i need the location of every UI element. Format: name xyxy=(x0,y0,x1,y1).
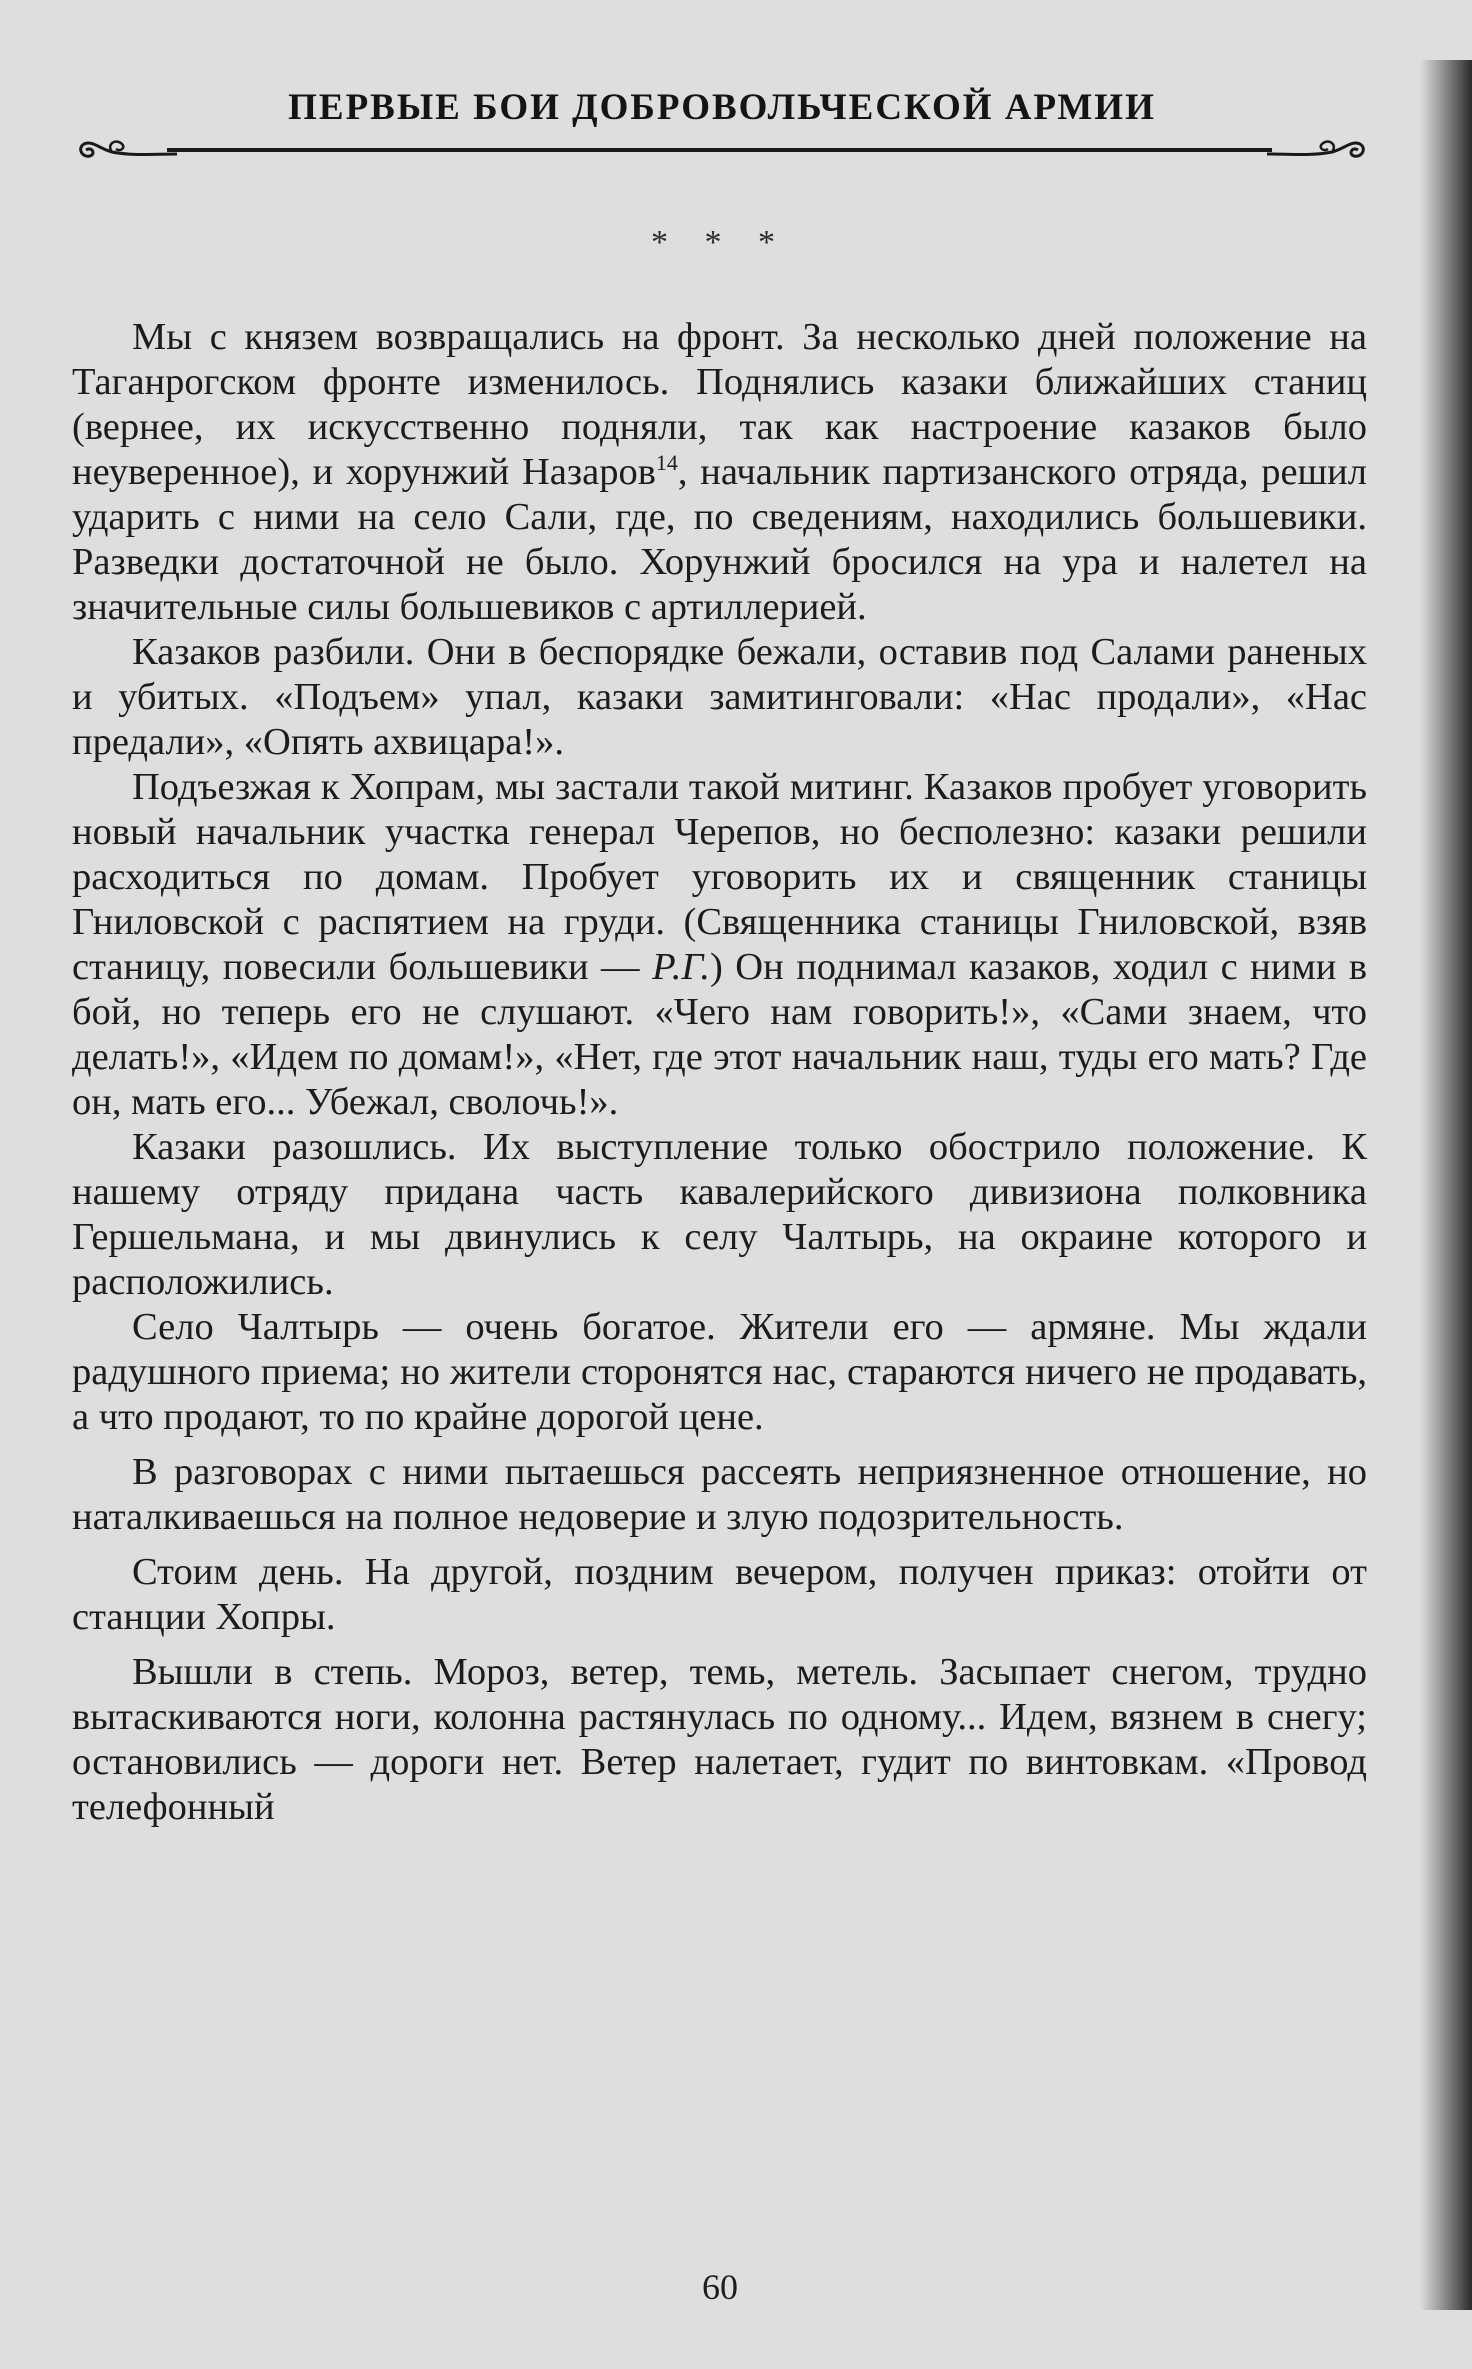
paragraph xyxy=(72,765,1367,1125)
author-initials: Р.Г. xyxy=(652,946,710,988)
paragraph: Казаков разбили. Они в беспорядке бежали, оставив под Салами раненых и убитых. «Подъем» упал, казаки замитинговали: «Нас продали», «Нас предали», «Опять ахвицара!». xyxy=(72,631,1367,763)
body-text xyxy=(72,315,1367,1830)
paragraph xyxy=(72,315,1367,630)
header-title: ПЕРВЫЕ БОИ ДОБРОВОЛЬЧЕСКОЙ АРМИИ xyxy=(288,87,1156,128)
paragraph: Казаки разошлись. Их выступление только обострило положение. К нашему отряду придана часть кавалерийского дивизиона полковника Гершельмана, и мы двинулись к селу Чалтырь, на окраине которого и расположились. xyxy=(72,1126,1367,1303)
paragraph-text: Подъезжая к Хопрам, мы застали такой митинг. Казаков пробует уговорить новый начальник участка генерал Черепов, но бесполезно: казаки решили расходиться по домам. Пробует уговорить их и священник станицы Гниловской с распятием на груди. (Священника станицы Гниловской, взяв станицу, повесили большевики — xyxy=(72,766,1367,988)
paragraph-text: , начальник партизанского отряда, решил ударить с ними на село Сали, где, по сведениям, находились большевики. Разведки достаточной не было. Хорунжий бросился на ура и налетел на значительные силы большевиков с артиллерией. xyxy=(72,451,1367,628)
paragraph: Стоим день. На другой, поздним вечером, получен приказ: отойти от станции Хопры. xyxy=(72,1551,1367,1638)
paragraph: В разговорах с ними пытаешься рассеять неприязненное отношение, но наталкиваешься на полное недоверие и злую подозрительность. xyxy=(72,1451,1367,1538)
running-header xyxy=(72,78,1372,168)
flourish-ornament-icon xyxy=(1262,130,1372,170)
footnote-reference: 14 xyxy=(655,450,678,476)
page-number: 60 xyxy=(702,2267,738,2307)
paragraph: Вышли в степь. Мороз, ветер, темь, метель. Засыпает снегом, трудно вытаскиваются ноги, колонна растянулась по одному... Идем, вязнем в снегу; остановились — дороги нет. Ветер налетает, гудит по винтовкам. «Провод телефонный xyxy=(72,1651,1367,1828)
paragraph-text: ) Он поднимал казаков, ходил с ними в бой, но теперь его не слушают. «Чего нам говорить!», «Сами знаем, что делать!», «Идем по домам!», «Нет, где этот начальник наш, туды его мать? Где он, мать его... Убежал, сволочь!». xyxy=(72,946,1368,1123)
section-break: * * * xyxy=(651,224,789,261)
paragraph-text: Мы с князем возвращались на фронт. За несколько дней положение на Таганрогском фронте изменилось. Поднялись казаки ближайших станиц (вернее, их искусственно подняли, так как настроение казаков было неуверенное), и хорунжий Назаров xyxy=(72,316,1367,493)
flourish-ornament-icon xyxy=(72,130,182,170)
binding-shadow xyxy=(1420,60,1472,2310)
paragraph: Село Чалтырь — очень богатое. Жители его — армяне. Мы ждали радушного приема; но жители сторонятся нас, стараются ничего не продавать, а что продают, то по крайне дорогой цене. xyxy=(72,1306,1367,1438)
header-rule xyxy=(167,148,1272,152)
